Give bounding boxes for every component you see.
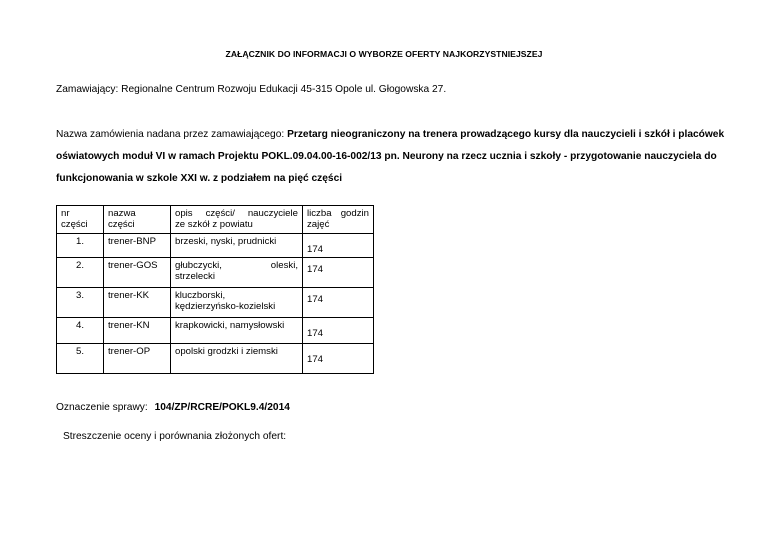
table-row bbox=[57, 344, 374, 374]
row-name: trener-KK bbox=[104, 288, 171, 318]
row-name: trener-GOS bbox=[104, 258, 171, 288]
order-name-text-2: oświatowych moduł VI w ramach Projektu POKL.09.04.00-16-002/13 pn. Neurony na rzecz ucznia i szkoły - przygotowanie nauczyciela do bbox=[56, 151, 717, 162]
case-reference-value: 104/ZP/RCRE/POKL9.4/2014 bbox=[154, 402, 290, 413]
row-nr: 3. bbox=[57, 288, 104, 318]
row-description: kluczborski, kędzierzyńsko-kozielski bbox=[171, 288, 303, 318]
row-hours: 174 bbox=[303, 234, 374, 258]
row-name: trener-OP bbox=[104, 344, 171, 374]
case-reference-line bbox=[56, 402, 290, 413]
summary-heading: Streszczenie oceny i porównania złożonych ofert: bbox=[63, 431, 287, 442]
table-row bbox=[57, 234, 374, 258]
ordering-party-line bbox=[56, 84, 446, 95]
row-nr: 5. bbox=[57, 344, 104, 374]
order-name-text-3: funkcjonowania w szkole XXI w. z podziałem na pięć części bbox=[56, 173, 343, 184]
row-description: brzeski, nyski, prudnicki bbox=[171, 234, 303, 258]
order-name-text-1: Przetarg nieograniczony na trenera prowadzącego kursy dla nauczycieli i szkół i placówek bbox=[287, 129, 725, 140]
header-name: nazwa części bbox=[104, 206, 171, 234]
table-row bbox=[57, 288, 374, 318]
row-hours: 174 bbox=[303, 318, 374, 344]
row-hours: 174 bbox=[303, 288, 374, 318]
header-hours: liczba godzin zajęć bbox=[303, 206, 374, 234]
header-description: opis części/ nauczyciele ze szkół z powiatu bbox=[171, 206, 303, 234]
document-title: ZAŁĄCZNIK DO INFORMACJI O WYBORZE OFERTY NAJKORZYSTNIEJSZEJ bbox=[225, 49, 543, 59]
table-header-row bbox=[57, 206, 374, 234]
table-row bbox=[57, 318, 374, 344]
table-row bbox=[57, 258, 374, 288]
order-name-label: Nazwa zamówienia nadana przez zamawiającego: bbox=[56, 129, 285, 140]
row-description: opolski grodzki i ziemski bbox=[171, 344, 303, 374]
parts-table bbox=[56, 205, 374, 374]
ordering-party-label: Zamawiający: bbox=[56, 84, 119, 95]
row-hours: 174 bbox=[303, 344, 374, 374]
order-name-line1 bbox=[56, 129, 724, 140]
row-name: trener-KN bbox=[104, 318, 171, 344]
header-nr: nr części bbox=[57, 206, 104, 234]
row-nr: 4. bbox=[57, 318, 104, 344]
row-description: głubczycki, oleski, strzelecki bbox=[171, 258, 303, 288]
case-reference-label: Oznaczenie sprawy: bbox=[56, 402, 148, 413]
row-description: krapkowicki, namysłowski bbox=[171, 318, 303, 344]
row-nr: 1. bbox=[57, 234, 104, 258]
row-name: trener-BNP bbox=[104, 234, 171, 258]
row-hours: 174 bbox=[303, 258, 374, 288]
ordering-party-value: Regionalne Centrum Rozwoju Edukacji 45-315 Opole ul. Głogowska 27. bbox=[121, 84, 447, 95]
row-nr: 2. bbox=[57, 258, 104, 288]
